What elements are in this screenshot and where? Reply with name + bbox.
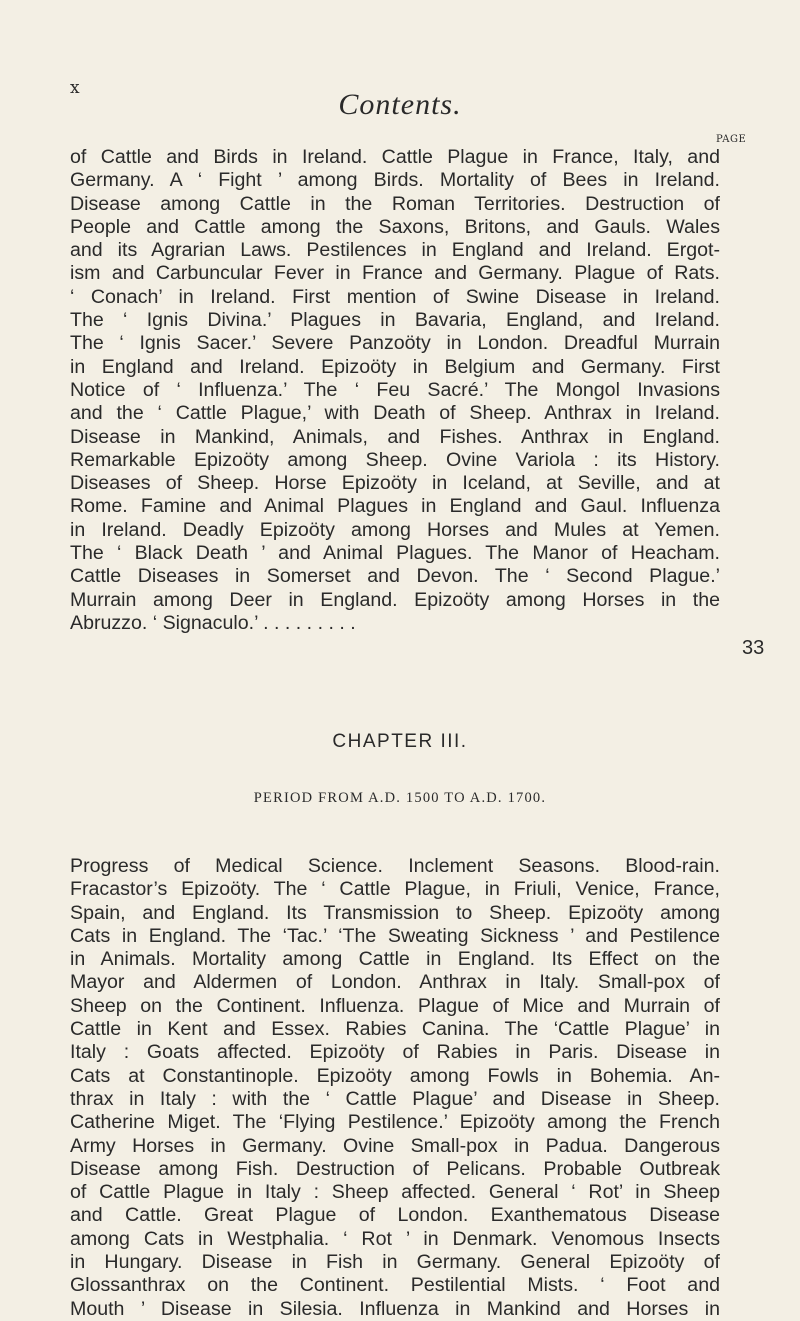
entry-line: Murrain among Deer in England. Epizoöty among Horses in the bbox=[70, 588, 720, 611]
entry-line: Remarkable Epizoöty among Sheep. Ovine Variola : its History. bbox=[70, 448, 720, 471]
entry-line: in Hungary. Disease in Fish in Germany. General Epizoöty of bbox=[70, 1251, 720, 1274]
entry-line: in Animals. Mortality among Cattle in England. Its Effect on the bbox=[70, 948, 720, 971]
entry-line: The ‘ Ignis Sacer.’ Severe Panzoöty in London. Dreadful Murrain bbox=[70, 332, 720, 355]
entry-line: Diseases of Sheep. Horse Epizoöty in Iceland, at Seville, and at bbox=[70, 472, 720, 495]
entry-line: ‘ Conach’ in Ireland. First mention of Swine Disease in Ireland. bbox=[70, 285, 720, 308]
chapter-period: PERIOD FROM A.D. 1500 TO A.D. 1700. bbox=[253, 790, 547, 806]
entry-line: Disease among Fish. Destruction of Pelicans. Probable Outbreak bbox=[70, 1157, 720, 1180]
contents-entry-chapter-3 bbox=[70, 855, 720, 1321]
entry-line: Sheep on the Continent. Influenza. Plague of Mice and Murrain of bbox=[70, 994, 720, 1017]
entry-line: Spain, and England. Its Transmission to Sheep. Epizoöty among bbox=[70, 901, 720, 924]
entry-line: People and Cattle among the Saxons, Britons, and Gauls. Wales bbox=[70, 215, 720, 238]
entry-line: Cattle in Kent and Essex. Rabies Canina. The ‘Cattle Plague’ in bbox=[70, 1018, 720, 1041]
entry-line: Mouth ’ Disease in Silesia. Influenza in Mankind and Horses in bbox=[70, 1297, 720, 1320]
entry-line: Glossanthrax on the Continent. Pestilential Mists. ‘ Foot and bbox=[70, 1274, 720, 1297]
entry-line: Notice of ‘ Influenza.’ The ‘ Feu Sacré.’ The Mongol Invasions bbox=[70, 378, 720, 401]
entry-line: and the ‘ Cattle Plague,’ with Death of Sheep. Anthrax in Ireland. bbox=[70, 402, 720, 425]
running-head-title: Contents. bbox=[338, 88, 462, 121]
entry-line: The ‘ Black Death ’ and Animal Plagues. The Manor of Heacham. bbox=[70, 542, 720, 565]
entry-line: Fracastor’s Epizoöty. The ‘ Cattle Plague, in Friuli, Venice, France, bbox=[70, 878, 720, 901]
page-number: x bbox=[70, 78, 81, 98]
entry-line: Progress of Medical Science. Inclement Seasons. Blood-rain. bbox=[70, 855, 720, 877]
entry-line: Catherine Miget. The ‘Flying Pestilence.’ Epizoöty among the French bbox=[70, 1111, 720, 1134]
entry-line: in England and Ireland. Epizoöty in Belgium and Germany. First bbox=[70, 355, 720, 378]
entry-line: and Cattle. Great Plague of London. Exanthematous Disease bbox=[70, 1204, 720, 1227]
page-reference: 33 bbox=[742, 637, 765, 659]
entry-line: Cats in England. The ‘Tac.’ ‘The Sweating Sickness ’ and Pestilence bbox=[70, 924, 720, 947]
chapter-heading: CHAPTER III. bbox=[332, 731, 468, 752]
entry-line: Rome. Famine and Animal Plagues in England and Gaul. Influenza bbox=[70, 495, 720, 518]
entry-line: among Cats in Westphalia. ‘ Rot ’ in Denmark. Venomous Insects bbox=[70, 1227, 720, 1250]
page-column-label: PAGE bbox=[716, 134, 747, 145]
entry-line: Cattle Diseases in Somerset and Devon. The ‘ Second Plague.’ bbox=[70, 565, 720, 588]
entry-line: The ‘ Ignis Divina.’ Plagues in Bavaria, England, and Ireland. bbox=[70, 309, 720, 332]
entry-line: Germany. A ‘ Fight ’ among Birds. Mortality of Bees in Ireland. bbox=[70, 169, 720, 192]
entry-line: Army Horses in Germany. Ovine Small-pox in Padua. Dangerous bbox=[70, 1134, 720, 1157]
entry-line: Abruzzo. ‘ Signaculo.’ . . . . . . . . . bbox=[70, 611, 356, 634]
entry-line: and its Agrarian Laws. Pestilences in England and Ireland. Ergot- bbox=[70, 239, 720, 262]
entry-line: in Ireland. Deadly Epizoöty among Horses and Mules at Yemen. bbox=[70, 518, 720, 541]
entry-line: Italy : Goats affected. Epizoöty of Rabies in Paris. Disease in bbox=[70, 1041, 720, 1064]
entry-line: of Cattle and Birds in Ireland. Cattle Plague in France, Italy, and bbox=[70, 146, 720, 168]
entry-line: ism and Carbuncular Fever in France and Germany. Plague of Rats. bbox=[70, 262, 720, 285]
entry-line: Mayor and Aldermen of London. Anthrax in Italy. Small-pox of bbox=[70, 971, 720, 994]
entry-line: Disease in Mankind, Animals, and Fishes. Anthrax in England. bbox=[70, 425, 720, 448]
entry-line: thrax in Italy : with the ‘ Cattle Plague’ and Disease in Sheep. bbox=[70, 1087, 720, 1110]
contents-entry-chapter-2 bbox=[70, 146, 720, 635]
entry-line: Disease among Cattle in the Roman Territories. Destruction of bbox=[70, 192, 720, 215]
entry-line: Cats at Constantinople. Epizoöty among Fowls in Bohemia. An- bbox=[70, 1064, 720, 1087]
entry-line: of Cattle Plague in Italy : Sheep affected. General ‘ Rot’ in Sheep bbox=[70, 1181, 720, 1204]
